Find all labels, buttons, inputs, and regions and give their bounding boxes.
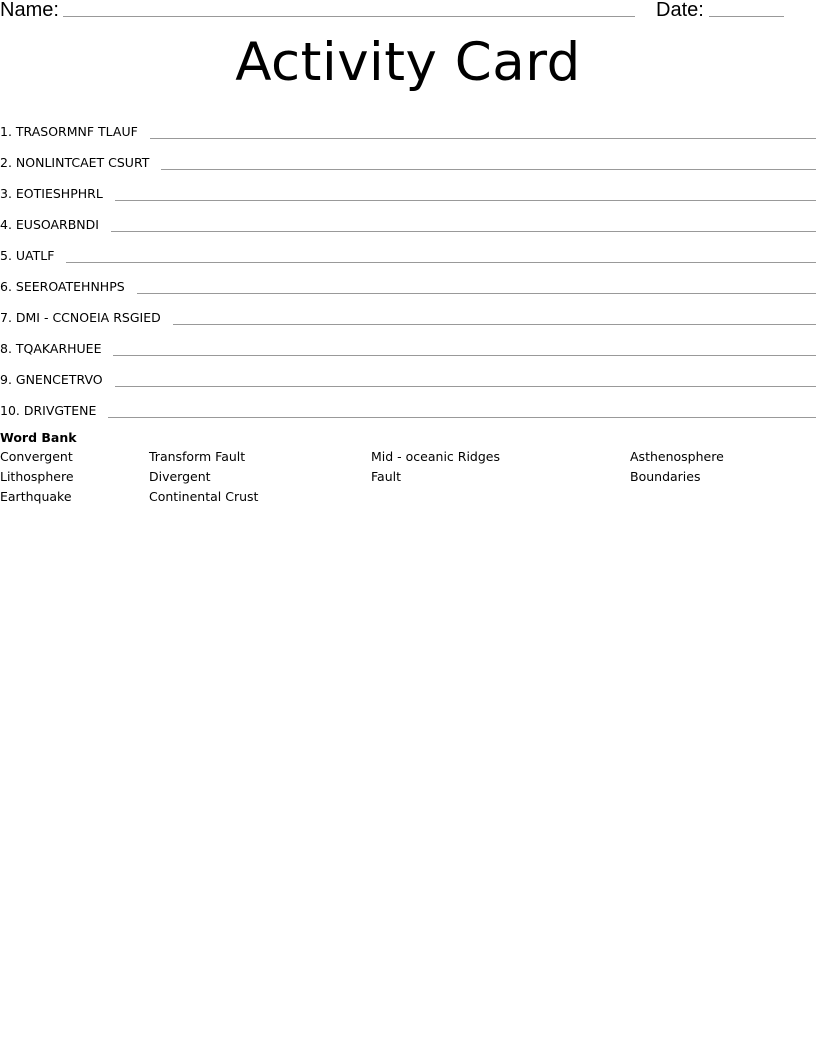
question-text: 7. DMI - CCNOEIA RSGIED — [0, 310, 161, 325]
worksheet-header — [0, 0, 816, 22]
question-text: 2. NONLINTCAET CSURT — [0, 155, 150, 170]
word-bank-item: Divergent — [149, 469, 211, 484]
question-row — [0, 173, 816, 204]
question-text: 3. EOTIESHPHRL — [0, 186, 103, 201]
word-bank-grid — [0, 447, 816, 517]
question-row — [0, 235, 816, 266]
word-bank-item: Earthquake — [0, 489, 72, 504]
word-bank — [0, 429, 816, 517]
word-bank-item: Boundaries — [630, 469, 701, 484]
question-row — [0, 111, 816, 142]
question-text: 6. SEEROATEHNHPS — [0, 279, 125, 294]
name-field-line[interactable] — [63, 16, 635, 17]
word-bank-item: Asthenosphere — [630, 449, 724, 464]
question-row — [0, 266, 816, 297]
word-bank-item: Continental Crust — [149, 489, 259, 504]
name-label: Name: — [0, 0, 59, 21]
answer-line[interactable] — [161, 169, 816, 170]
question-row — [0, 297, 816, 328]
answer-line[interactable] — [115, 200, 816, 201]
question-text: 10. DRIVGTENE — [0, 403, 97, 418]
answer-line[interactable] — [150, 138, 816, 139]
word-bank-item: Fault — [371, 469, 401, 484]
question-row — [0, 390, 816, 421]
answer-line[interactable] — [113, 355, 816, 356]
word-bank-item: Lithosphere — [0, 469, 74, 484]
word-bank-item: Convergent — [0, 449, 73, 464]
question-text: 1. TRASORMNF TLAUF — [0, 124, 138, 139]
question-text: 4. EUSOARBNDI — [0, 217, 99, 232]
word-bank-title: Word Bank — [0, 430, 77, 445]
answer-line[interactable] — [66, 262, 816, 263]
word-bank-item: Transform Fault — [149, 449, 246, 464]
answer-line[interactable] — [173, 324, 816, 325]
date-label: Date: — [656, 0, 704, 21]
date-field-line[interactable] — [709, 16, 784, 17]
answer-line[interactable] — [111, 231, 816, 232]
question-text: 9. GNENCETRVO — [0, 372, 103, 387]
answer-line[interactable] — [137, 293, 816, 294]
question-row — [0, 359, 816, 390]
page-title: Activity Card — [235, 32, 581, 93]
question-text: 8. TQAKARHUEE — [0, 341, 102, 356]
question-row — [0, 204, 816, 235]
question-row — [0, 142, 816, 173]
answer-line[interactable] — [115, 386, 816, 387]
answer-line[interactable] — [108, 417, 816, 418]
question-text: 5. UATLF — [0, 248, 55, 263]
word-bank-item: Mid - oceanic Ridges — [371, 449, 500, 464]
question-list — [0, 111, 816, 421]
question-row — [0, 328, 816, 359]
